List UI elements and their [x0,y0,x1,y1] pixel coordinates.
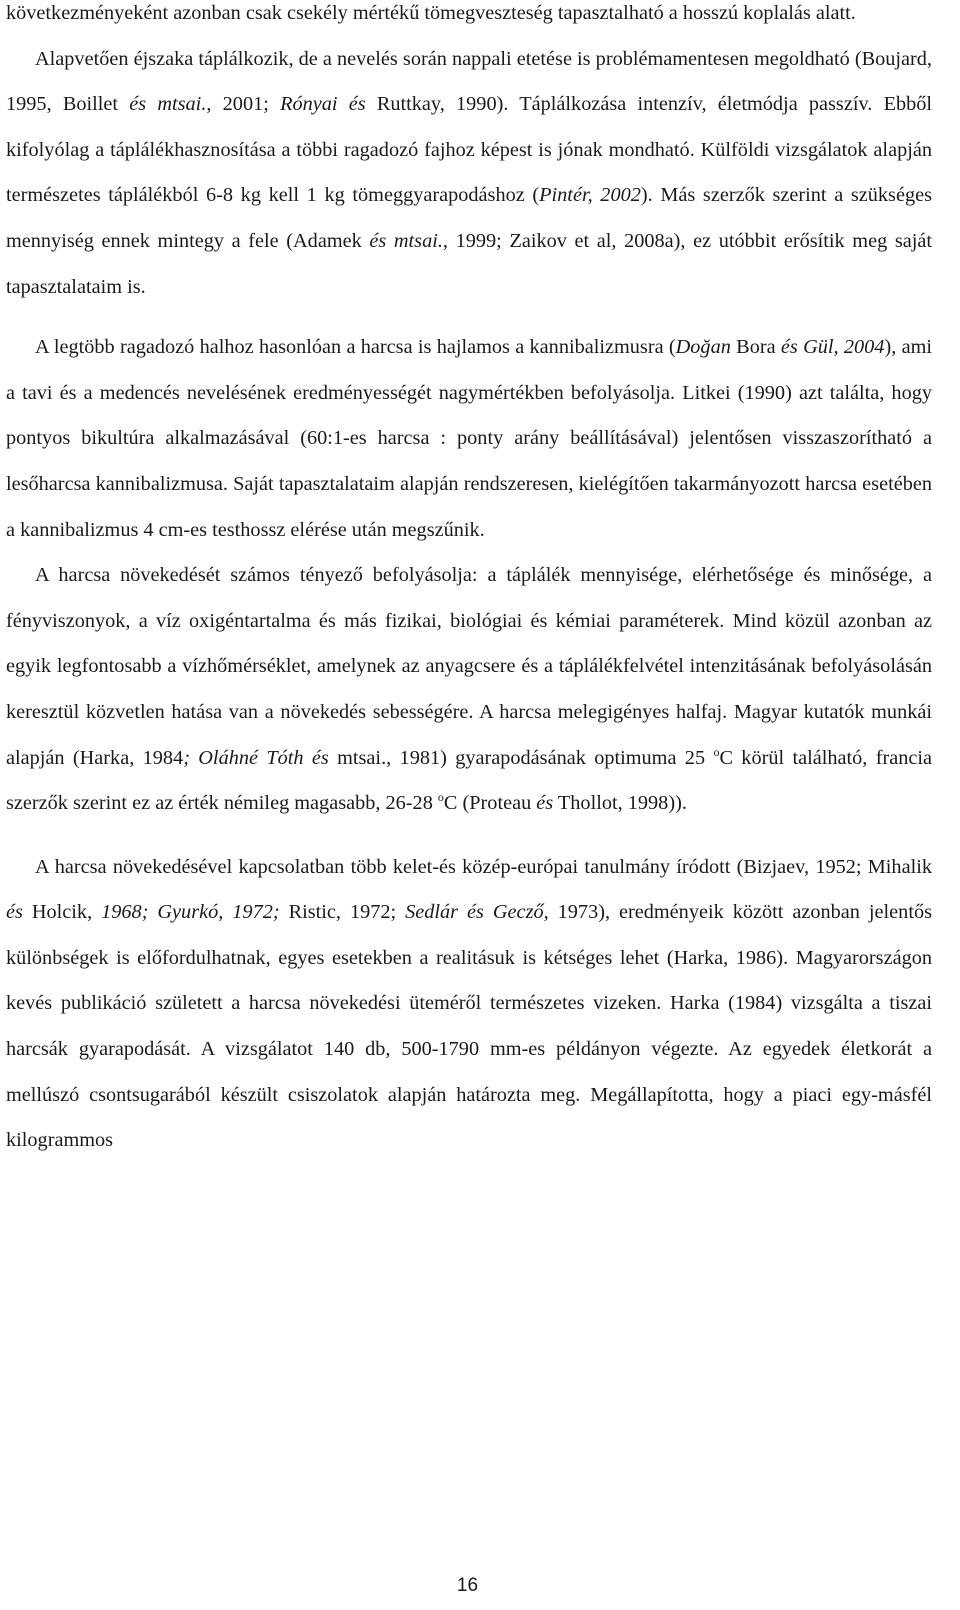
paragraph-4-italic-2: és [536,792,554,815]
body-text [6,0,932,1164]
paragraph-2-italic-3: Pintér, 2002 [539,184,641,207]
paragraph-2-italic-4: és mtsai. [369,229,443,252]
paragraph-4-text-3: C körül található, francia szerzők szerint ez az érték némileg magasabb, 26-28 [6,746,933,815]
paragraph-5 [6,845,932,1164]
paragraph-1-text: következményeként azonban csak csekély mértékű tömegveszteség tapasztalható a hosszú koplalás alatt. [6,2,856,24]
paragraph-5-italic-3: Sedlár és Gecző, [405,901,549,924]
paragraph-5-text-1: A harcsa növekedésével kapcsolatban több kelet-és közép-európai tanulmány íródott (Bizjaev, 1952; Mihalik [35,855,932,878]
degree-superscript-2: o [437,790,444,805]
paragraph-5-italic-2: 1968; Gyurkó, 1972; [101,901,280,924]
paragraph-4-italic-1: ; Oláhné Tóth és [183,746,329,769]
paragraph-4-text-2: mtsai., 1981) gyarapodásának optimuma 25 [328,746,714,769]
paragraph-4 [6,553,932,827]
paragraph-2-text-2: , 2001; [206,93,281,116]
paragraph-5-text-3: Ristic, 1972; [279,901,406,924]
paragraph-4-text-5: Thollot, 1998)). [553,792,687,815]
paragraph-2-text-5: , 1999; Zaikov et al, 2008a), ez utóbbit erősítik meg saját tapasztalataim is. [6,229,933,298]
paragraph-2-italic-1: és mtsai. [129,93,207,116]
paragraph-3-text-2: Bora [730,336,781,359]
paragraph-2-text-3: Ruttkay, 1990). Táplálkozása intenzív, életmódja passzív. Ebből kifolyólag a táplálékhasznosítása a többi ragadozó fajhoz képest is jónak mondható. Külföldi vizsgálatok alapján természetes táplálékból 6-8 kg kell 1 kg tömeggyarapodáshoz ( [6,93,933,207]
paragraph-2-text-4: ). Más szerzők szerint a szükséges mennyiség ennek mintegy a fele (Adamek [6,184,932,252]
degree-superscript-1: o [713,744,720,759]
paragraph-3-italic-2: és Gül, 2004 [780,336,885,359]
paragraph-5-text-4: 1973), eredményeik között azonban jelentős különbségek is előfordulhatnak, egyes esetekben a realitásuk is kétséges lehet (Harka, 1986). Magyarországon kevés publikáció született a harcsa növekedési üteméről természetes vizeken. Harka (1984) vizsgálta a tiszai harcsák gyarapodását. A vizsgálatot 140 db, 500-1790 mm-es példányon végezte. Az egyedek életkorát a mellúszó csontsugarából készült csiszolatok alapján határozta meg. Megállapította, hogy a piaci egy-másfél kilogrammos [6,901,932,1152]
paragraph-2-italic-2: Rónyai és [280,93,366,116]
paragraph-2 [6,37,932,311]
page-number: 16 [456,1575,479,1596]
paragraph-3-text-3: ), ami a tavi és a medencés nevelésének eredményességét nagymértékben befolyásolja. Litkei (1990) azt találta, hogy pontyos bikultúra alkalmazásával (60:1-es harcsa : ponty arány beállításával) jelentősen visszaszorítható a lesőharcsa kannibalizmusa. Saját tapasztalataim alapján rendszeresen, kielégítően takarmányozott harcsa esetében a kannibalizmus 4 cm-es testhossz elérése után megszűnik. [6,336,932,541]
paragraph-3-italic-1: Doğan [675,336,731,359]
paragraph-1 [6,0,932,37]
paragraph-3 [6,325,932,553]
paragraph-2-text-1: Alapvetően éjszaka táplálkozik, de a nevelés során nappali etetése is problémamentesen megoldható (Boujard, 1995, Boillet [6,47,932,116]
paragraph-3-text-1: A legtöbb ragadozó halhoz hasonlóan a harcsa is hajlamos a kannibalizmusra ( [35,336,676,359]
paragraph-5-text-2: Holcik, [22,901,102,924]
paragraph-5-italic-1: és [6,901,23,924]
paragraph-4-text-4: C (Proteau [443,792,537,815]
paragraph-4-text-1: A harcsa növekedését számos tényező befolyásolja: a táplálék mennyisége, elérhetősége és minősége, a fényviszonyok, a víz oxigéntartalma és más fizikai, biológiai és kémiai paraméterek. Mind közül azonban az egyik legfontosabb a vízhőmérséklet, amelynek az anyagcsere és a táplálékfelvétel intenzitásának befolyásolásán keresztül közvetlen hatása van a növekedés sebességére. A harcsa melegigényes halfaj. Magyar kutatók munkái alapján (Harka, 1984 [6,564,932,769]
